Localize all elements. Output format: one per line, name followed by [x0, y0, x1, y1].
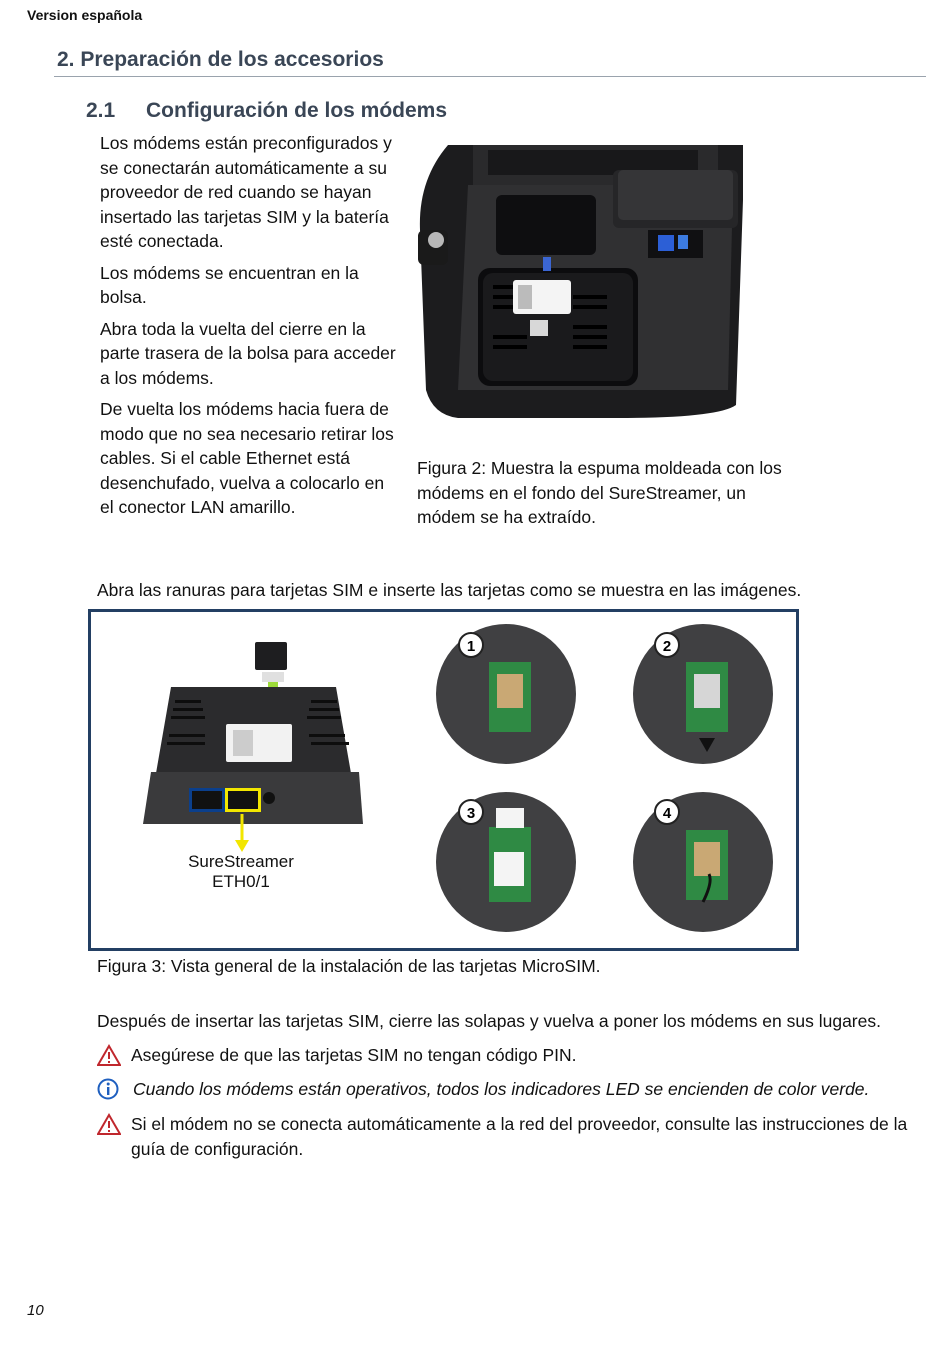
note-led-info	[97, 1077, 927, 1102]
step-3-illustration	[436, 792, 576, 932]
figure-3-caption: Figura 3: Vista general de la instalación de las tarjetas MicroSIM.	[97, 956, 601, 976]
warning-icon	[97, 1044, 121, 1066]
sim-instruction: Abra las ranuras para tarjetas SIM e inserte las tarjetas como se muestra en las imágenes.	[97, 580, 802, 600]
warning-icon	[97, 1113, 121, 1135]
sim-install-diagram	[91, 612, 796, 948]
paragraph-preconfigured: Los módems están preconfigurados y se conectarán automáticamente a su proveedor de red cuando se hayan insertado las tarjetas SIM y la batería esté conectada.	[100, 133, 392, 251]
figure-2-caption: Figura 2: Muestra la espuma moldeada con los módems en el fondo del SureStreamer, un módem se ha extraído.	[417, 458, 782, 527]
subsection-heading	[86, 99, 447, 123]
diagram-label-surestreamer: SureStreamer	[188, 852, 294, 871]
step-1-illustration	[436, 624, 576, 764]
note-connection-warning	[97, 1112, 927, 1162]
note-text: Asegúrese de que las tarjetas SIM no tengan código PIN.	[131, 1045, 577, 1065]
bag-photo	[418, 140, 748, 420]
intro-column	[100, 131, 400, 527]
step-4-number: 4	[662, 805, 672, 822]
note-text: Cuando los módems están operativos, todos los indicadores LED se encienden de color verde.	[133, 1079, 870, 1099]
note-text: Si el módem no se conecta automáticamente a la red del proveedor, consulte las instrucciones de la guía de configuración.	[131, 1114, 908, 1159]
subsection-number: 2.1	[86, 99, 116, 122]
step-2-number: 2	[662, 638, 672, 655]
after-insert-text: Después de insertar las tarjetas SIM, cierre las solapas y vuelva a poner los módems en sus lugares.	[97, 1011, 881, 1031]
paragraph-location: Los módems se encuentran en la bolsa.	[100, 262, 359, 307]
note-pin-warning	[97, 1043, 927, 1068]
section-divider	[54, 76, 926, 77]
document-language-tag: Version española	[27, 7, 143, 23]
page-number: 10	[27, 1302, 44, 1319]
modem-back-illustration	[143, 642, 363, 852]
step-1-number: 1	[466, 638, 476, 655]
diagram-label-eth: ETH0/1	[212, 872, 270, 891]
info-icon	[97, 1078, 121, 1100]
paragraph-turn-modems: De vuelta los módems hacia fuera de modo que no sea necesario retirar los cables. Si el cable Ethernet está desenchufado, vuelva a colocarlo en el conector LAN amarillo.	[100, 399, 394, 517]
paragraph-open-zipper: Abra toda la vuelta del cierre en la parte trasera de la bolsa para acceder a los módems.	[100, 318, 396, 388]
step-2-illustration	[633, 624, 773, 764]
subsection-title: Configuración de los módems	[146, 99, 448, 122]
step-3-number: 3	[466, 805, 476, 822]
step-4-illustration	[633, 792, 773, 932]
figure-3-frame	[88, 609, 799, 951]
section-heading: 2. Preparación de los accesorios	[57, 48, 384, 71]
